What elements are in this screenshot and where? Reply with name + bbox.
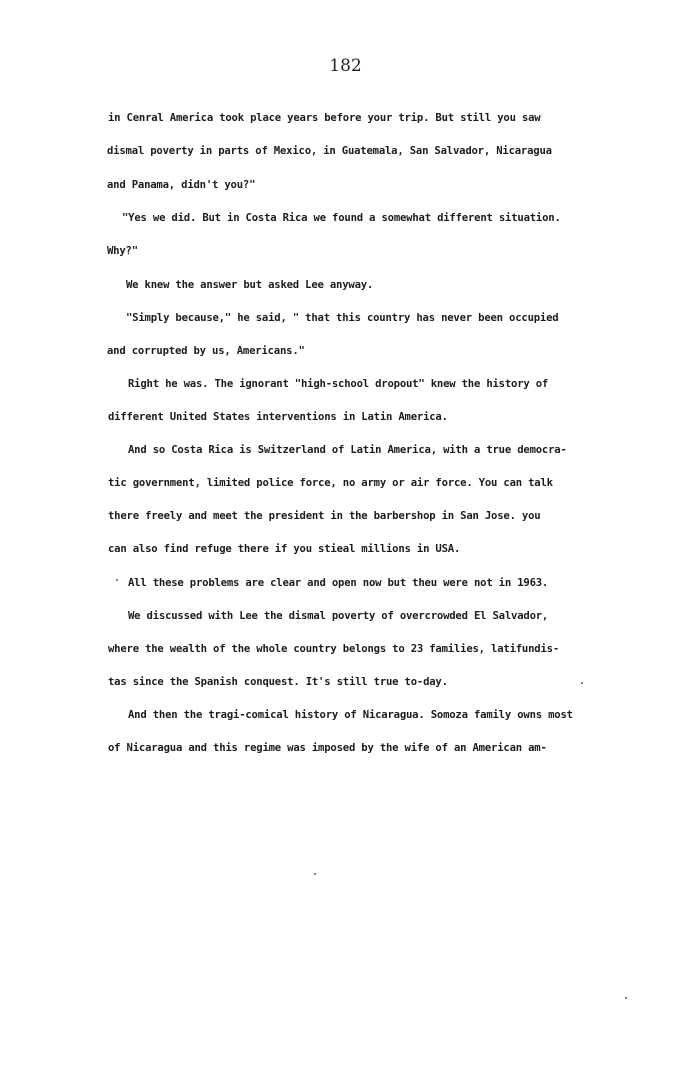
text-line: can also find refuge there if you stieal millions in USA. bbox=[108, 543, 461, 555]
text-line: We discussed with Lee the dismal poverty of overcrowded El Salvador, bbox=[128, 610, 549, 622]
text-line: We knew the answer but asked Lee anyway. bbox=[126, 279, 374, 291]
text-line: different United States interventions in Latin America. bbox=[108, 411, 448, 423]
text-line: And so Costa Rica is Switzerland of Latin America, with a true democra- bbox=[128, 444, 567, 456]
scan-speck bbox=[314, 873, 316, 875]
text-line: Right he was. The ignorant "high-school dropout" knew the history of bbox=[128, 378, 549, 390]
page-number: 182 bbox=[329, 56, 362, 76]
text-line: where the wealth of the whole country belongs to 23 families, latifundis- bbox=[108, 643, 559, 655]
text-line: Why?" bbox=[107, 245, 138, 257]
text-line: And then the tragi-comical history of Nicaragua. Somoza family owns most bbox=[128, 709, 573, 721]
text-line: dismal poverty in parts of Mexico, in Guatemala, San Salvador, Nicaragua bbox=[107, 145, 552, 157]
text-line: tic government, limited police force, no army or air force. You can talk bbox=[108, 477, 553, 489]
text-line: tas since the Spanish conquest. It's still true to-day. bbox=[108, 676, 448, 688]
text-line: and corrupted by us, Americans." bbox=[107, 345, 305, 357]
scan-speck bbox=[116, 579, 118, 581]
text-line: there freely and meet the president in the barbershop in San Jose. you bbox=[108, 510, 541, 522]
text-line: All these problems are clear and open now but theu were not in 1963. bbox=[128, 577, 549, 589]
text-line: "Yes we did. But in Costa Rica we found a somewhat different situation. bbox=[122, 212, 561, 224]
scan-speck bbox=[581, 682, 583, 684]
text-line: "Simply because," he said, " that this country has never been occupied bbox=[126, 312, 559, 324]
scan-speck bbox=[625, 997, 627, 999]
text-line: and Panama, didn't you?" bbox=[107, 179, 256, 191]
text-line: in Cenral America took place years before your trip. But still you saw bbox=[108, 112, 541, 124]
text-line: of Nicaragua and this regime was imposed by the wife of an American am- bbox=[108, 742, 547, 754]
